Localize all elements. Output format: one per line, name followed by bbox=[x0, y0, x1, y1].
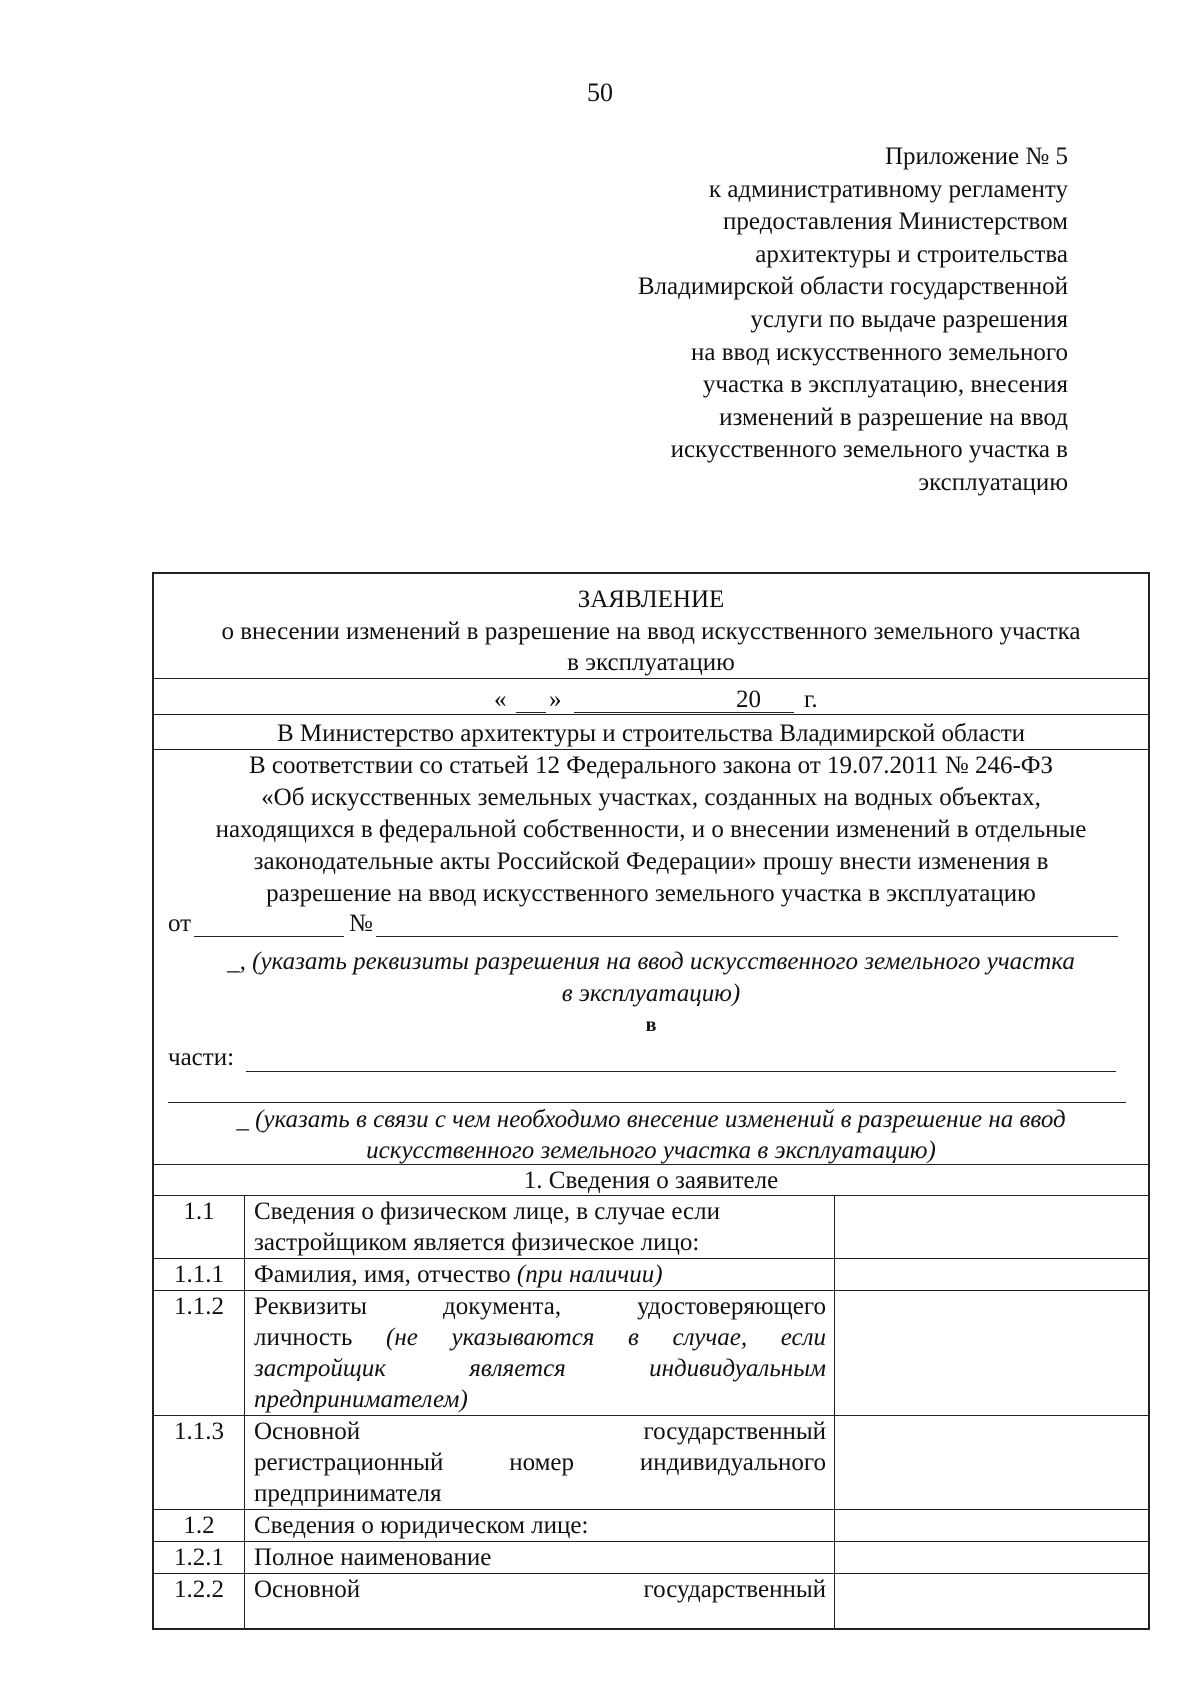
part-label: части: bbox=[168, 1044, 235, 1071]
part-field-continued[interactable] bbox=[168, 1102, 1126, 1103]
row-value-field[interactable] bbox=[836, 1510, 1148, 1541]
row-label: регистрационный номер индивидуального bbox=[254, 1449, 826, 1476]
permit-date-field[interactable] bbox=[194, 936, 344, 937]
number-label: № bbox=[349, 910, 373, 937]
row-label: Сведения о юридическом лице: bbox=[254, 1512, 589, 1539]
row-number: 1.1.2 bbox=[174, 1293, 224, 1320]
row-number: 1.1.1 bbox=[174, 1261, 224, 1288]
appendix-line: участка в эксплуатацию, внесения bbox=[702, 371, 1068, 399]
row-label: Сведения о физическом лице, в случае если bbox=[254, 1198, 721, 1225]
row-value-field[interactable] bbox=[836, 1416, 1148, 1509]
row-value-field[interactable] bbox=[836, 1542, 1148, 1573]
row-number: 1.2 bbox=[183, 1512, 215, 1539]
date-year-prefix: 20 bbox=[736, 686, 761, 713]
appendix-line: услуги по выдаче разрешения bbox=[750, 305, 1068, 333]
part-field[interactable] bbox=[246, 1071, 1116, 1072]
date-open-quote: « bbox=[494, 686, 507, 713]
row-number: 1.2.2 bbox=[174, 1576, 224, 1603]
row-number: 1.2.1 bbox=[174, 1544, 224, 1571]
appendix-line: Владимирской области государственной bbox=[637, 273, 1068, 301]
body-line: В соответствии со статьей 12 Федерального закона от 19.07.2011 № 246-ФЗ bbox=[248, 752, 1054, 779]
page-number: 50 bbox=[587, 78, 613, 107]
row-value-field[interactable] bbox=[836, 1259, 1148, 1290]
form-subtitle-line2: в эксплуатацию bbox=[567, 649, 735, 676]
date-year-field[interactable] bbox=[766, 712, 794, 713]
change-reason-hint-line1: _ (указать в связи с чем необходимо внесение изменений в разрешение на ввод bbox=[236, 1106, 1066, 1133]
row-label bbox=[254, 1322, 826, 1353]
row-label-note: застройщик является индивидуальным bbox=[254, 1355, 826, 1382]
appendix-header bbox=[508, 141, 1068, 500]
in-label: в bbox=[645, 1014, 657, 1036]
permit-hint-line1: _, (указать реквизиты разрешения на ввод искусственного земельного участка bbox=[227, 948, 1075, 975]
body-line: законодательные акты Российской Федерации» прошу внести изменения в bbox=[253, 848, 1049, 875]
date-day-field[interactable] bbox=[516, 712, 546, 713]
appendix-line: на ввод искусственного земельного bbox=[691, 338, 1068, 366]
permit-number-field[interactable] bbox=[376, 936, 1118, 937]
appendix-line: искусственного земельного участка в bbox=[670, 436, 1068, 464]
row-value-field[interactable] bbox=[836, 1574, 1148, 1628]
row-label: Полное наименование bbox=[254, 1544, 492, 1571]
row-label-note: предпринимателем) bbox=[254, 1386, 468, 1413]
row-value-field[interactable] bbox=[836, 1196, 1148, 1258]
body-line: разрешение на ввод искусственного земельного участка в эксплуатацию bbox=[266, 880, 1036, 907]
date-close-quote: » bbox=[549, 686, 562, 713]
row-label-text: личность bbox=[254, 1324, 353, 1351]
body-line: находящихся в федеральной собственности, и о внесении изменений в отдельные bbox=[215, 816, 1087, 843]
application-form bbox=[152, 572, 1150, 1630]
permit-hint-line2: в эксплуатацию) bbox=[561, 980, 741, 1007]
row-label: Основной государственный bbox=[254, 1576, 826, 1603]
row-label: Основной государственный bbox=[254, 1418, 826, 1445]
row-label-text: Фамилия, имя, отчество bbox=[254, 1261, 511, 1288]
row-label bbox=[254, 1259, 663, 1290]
row-label: предпринимателя bbox=[254, 1480, 442, 1507]
section-title: 1. Сведения о заявителе bbox=[523, 1167, 779, 1194]
column-divider bbox=[834, 1195, 835, 1628]
form-subtitle-line1: о внесении изменений в разрешение на ввод искусственного земельного участка bbox=[221, 618, 1081, 645]
appendix-line: к административному регламенту bbox=[708, 175, 1068, 203]
divider bbox=[154, 714, 1148, 715]
row-label-note: (при наличии) bbox=[516, 1261, 663, 1288]
appendix-line: архитектуры и строительства bbox=[755, 240, 1068, 268]
from-label: от bbox=[168, 910, 192, 937]
column-divider bbox=[244, 1195, 245, 1628]
row-value-field[interactable] bbox=[836, 1291, 1148, 1415]
row-label: Реквизиты документа, удостоверяющего bbox=[254, 1293, 826, 1320]
appendix-line: изменений в разрешение на ввод bbox=[719, 403, 1068, 431]
divider bbox=[154, 678, 1148, 679]
row-label: застройщиком является физическое лицо: bbox=[254, 1229, 700, 1256]
form-title: ЗАЯВЛЕНИЕ bbox=[577, 586, 725, 613]
body-line: «Об искусственных земельных участках, созданных на водных объектах, bbox=[261, 784, 1041, 811]
row-number: 1.1.3 bbox=[174, 1418, 224, 1445]
appendix-line: предоставления Министерством bbox=[723, 208, 1068, 236]
date-year-suffix: г. bbox=[804, 686, 818, 713]
appendix-line: Приложение № 5 bbox=[884, 143, 1068, 170]
appendix-line: эксплуатацию bbox=[918, 468, 1068, 496]
addressee: В Министерство архитектуры и строительства Владимирской области bbox=[276, 720, 1026, 747]
row-number: 1.1 bbox=[183, 1198, 215, 1225]
row-label-note: (не указываются в случае, если bbox=[386, 1324, 826, 1351]
change-reason-hint-line2: искусственного земельного участка в эксплуатацию) bbox=[366, 1137, 936, 1164]
